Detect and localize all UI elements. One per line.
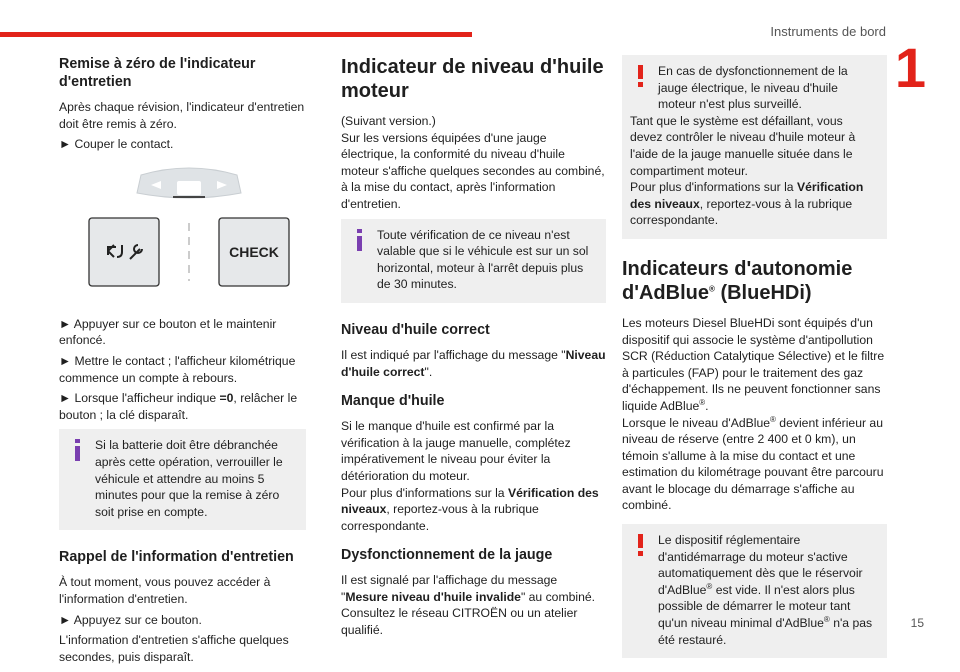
check-button[interactable]: CHECK — [229, 243, 279, 260]
heading-oil-low: Manque d'huile — [341, 393, 445, 410]
warning-icon — [632, 534, 650, 556]
paragraph: ► Appuyer sur ce bouton et le maintenir enfoncé. — [59, 316, 277, 348]
section-header: Instruments de bord — [770, 24, 886, 39]
heading-recall: Rappel de l'information d'entretien — [59, 549, 294, 566]
paragraph: ► Lorsque l'afficheur indique =0, relâcher le bouton ; la clé disparaît. — [59, 391, 298, 422]
info-icon — [351, 229, 369, 251]
warning-note — [622, 55, 887, 239]
column-1 — [59, 55, 306, 669]
note-text: Tant que le système est défaillant, vous devez contrôler le niveau d'huile moteur à l'aide de la jauge manuelle située dans le compartiment moteur. — [630, 113, 856, 178]
paragraph: Lorsque le niveau d'AdBlue® devient inférieur au niveau de réserve (entre 2 400 et 0 km), un témoin s'allume à la mise du contact et une estimation du kilométrage pouvant être parcouru avant le blocage du démarrage s'affiche au combiné. — [622, 414, 884, 513]
title-oil-level: Indicateur de niveau d'huile moteur — [341, 56, 604, 102]
info-note — [59, 429, 306, 530]
paragraph: ► Appuyez sur ce bouton. — [59, 612, 202, 627]
paragraph: ► Mettre le contact ; l'afficheur kilométrique commence un compte à rebours. — [59, 353, 296, 385]
info-icon — [69, 439, 87, 461]
paragraph: Les moteurs Diesel BlueHDi sont équipés d'un dispositif qui associe le système d'antipollution SCR (Réduction Catalytique Sélective) et le filtre à particules (FAP) pour le traitement des gaz d'échappement. Ils ne peuvent fonctionner sans liquide AdBlue®. — [622, 315, 885, 413]
paragraph: Si le manque d'huile est confirmé par la vérification à la jauge manuelle, complétez impérativement le niveau pour éviter la détérioration du moteur. — [341, 419, 571, 483]
heading-oil-ok: Niveau d'huile correct — [341, 321, 490, 338]
title-adblue: Indicateurs d'autonomie d'AdBlue® (BlueHDi) — [622, 257, 853, 304]
paragraph: Après chaque révision, l'indicateur d'entretien doit être remis à zéro. — [59, 100, 305, 131]
paragraph: Sur les versions équipées d'une jauge électrique, la conformité du niveau d'huile moteur s'affiche quelques secondes au combiné, à la mise du contact, après l'information d'entretien. — [341, 130, 605, 211]
paragraph: Il est indiqué par l'affichage du message "Niveau d'huile correct". — [341, 347, 606, 379]
paragraph: Il est signalé par l'affichage du message "Mesure niveau d'huile invalide" au combiné. Consultez le réseau CITROËN ou un atelier qualifié. — [341, 573, 596, 638]
dashboard-illustration — [59, 163, 306, 308]
column-2 — [341, 55, 606, 643]
reset-wrench-icon[interactable] — [89, 218, 159, 286]
note-text: Le dispositif réglementaire d'antidémarrage du moteur s'active automatiquement dès que le réservoir d'AdBlue® est vide. Il n'est alors plus possible de démarrer le moteur tant qu'un niveau minimal d'AdBlue® n'a pas été restauré. — [658, 533, 873, 647]
heading-gauge-fault: Dysfonctionnement de la jauge — [341, 547, 553, 564]
column-3 — [622, 55, 887, 672]
paragraph: Pour plus d'informations sur la Vérification des niveaux, reportez-vous à la rubrique correspondante. — [341, 485, 599, 533]
note-text: Toute vérification de ce niveau n'est valable que si le véhicule est sur un sol horizontal, moteur à l'arrêt depuis plus de 30 minutes. — [377, 227, 589, 292]
accent-bar — [0, 32, 472, 37]
note-text: Pour plus d'informations sur la Vérification des niveaux, reportez-vous à la rubrique correspondante. — [630, 180, 864, 228]
paragraph: À tout moment, vous pouvez accéder à l'information d'entretien. — [59, 575, 271, 606]
info-note — [341, 219, 606, 303]
heading-reset: Remise à zéro de l'indicateur d'entretien — [59, 56, 256, 90]
note-text: Si la batterie doit être débranchée après cette opération, verrouiller le véhicule et attendre au moins 5 minutes pour que la remise à zéro soit prise en compte. — [95, 438, 283, 519]
paragraph: L'information d'entretien s'affiche quelques secondes, puis disparaît. — [59, 633, 289, 664]
warning-note — [622, 524, 887, 658]
note-text: En cas de dysfonctionnement de la jauge électrique, le niveau d'huile moteur n'est plus surveillé. — [658, 64, 848, 112]
paragraph: (Suivant version.) — [341, 114, 436, 128]
chapter-number: 1 — [894, 36, 926, 99]
warning-icon — [632, 65, 650, 87]
paragraph: ► Couper le contact. — [59, 137, 174, 152]
page-number: 15 — [910, 616, 924, 630]
